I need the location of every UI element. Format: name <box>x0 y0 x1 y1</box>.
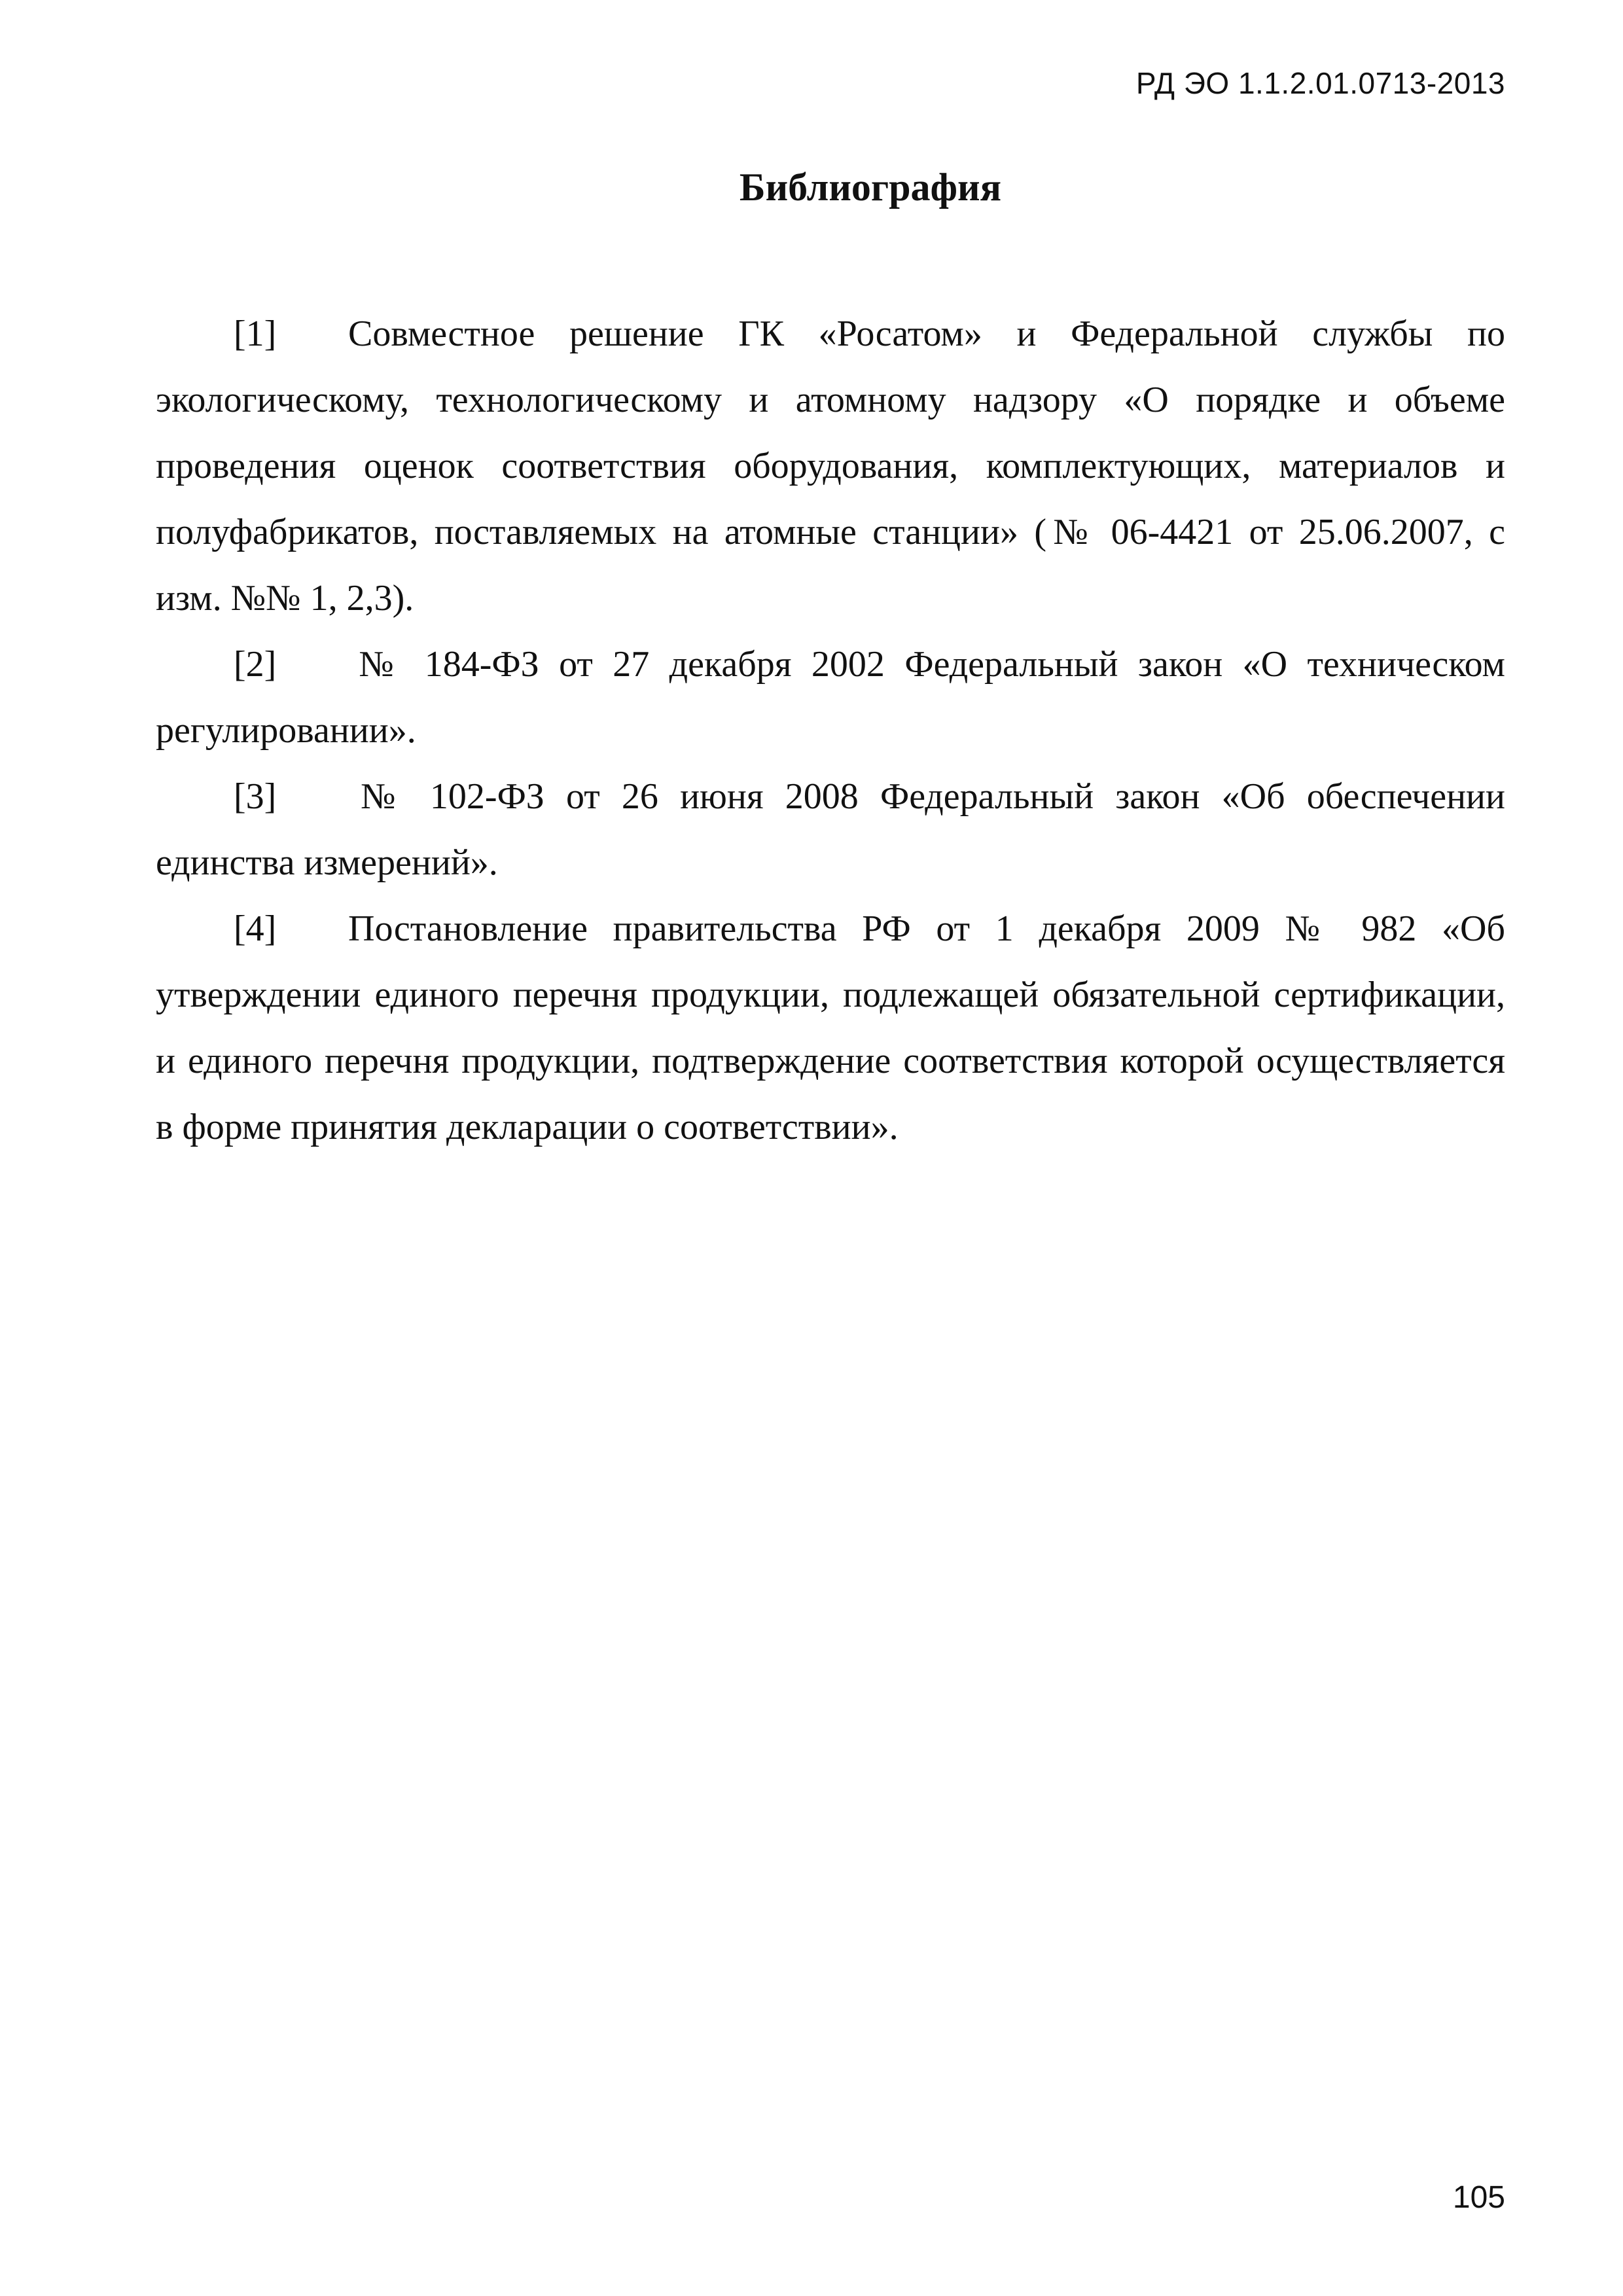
document-code: РД ЭО 1.1.2.01.0713-2013 <box>1135 66 1505 100</box>
bibliography-list <box>156 301 1505 1160</box>
entry-number: [4] <box>234 908 277 949</box>
bibliography-entry-4 <box>156 896 1505 1160</box>
entry-number: [3] <box>234 776 277 817</box>
bibliography-entry-3 <box>156 764 1505 896</box>
entry-text: № 102-ФЗ от 26 июня 2008 Федеральный закон «Об обеспечении единства измерений». <box>156 776 1505 883</box>
bibliography-entry-1 <box>156 301 1505 632</box>
entry-text: № 184-ФЗ от 27 декабря 2002 Федеральный закон «О техническом регулировании». <box>156 644 1505 751</box>
page-number: 105 <box>1452 2180 1505 2215</box>
entry-text: Совместное решение ГК «Росатом» и Федеральной службы по экологическому, технологическому и атомному надзору «О порядке и объеме проведения оценок соответствия оборудования, комплектующих, материалов и полуфабрикатов, поставляемых на атомные станции» (№ 06-4421 от 25.06.2007, с изм. №№ 1, 2,3). <box>156 314 1505 619</box>
entry-number: [2] <box>234 644 277 685</box>
page-title: Библиография <box>739 166 1002 209</box>
bibliography-entry-2 <box>156 632 1505 764</box>
entry-text: Постановление правительства РФ от 1 декабря 2009 № 982 «Об утверждении единого перечня продукции, подлежащей обязательной сертификации, и единого перечня продукции, подтверждение соответствия которой осуществляется в форме принятия декларации о соответствии». <box>156 908 1505 1147</box>
entry-number: [1] <box>234 314 277 354</box>
